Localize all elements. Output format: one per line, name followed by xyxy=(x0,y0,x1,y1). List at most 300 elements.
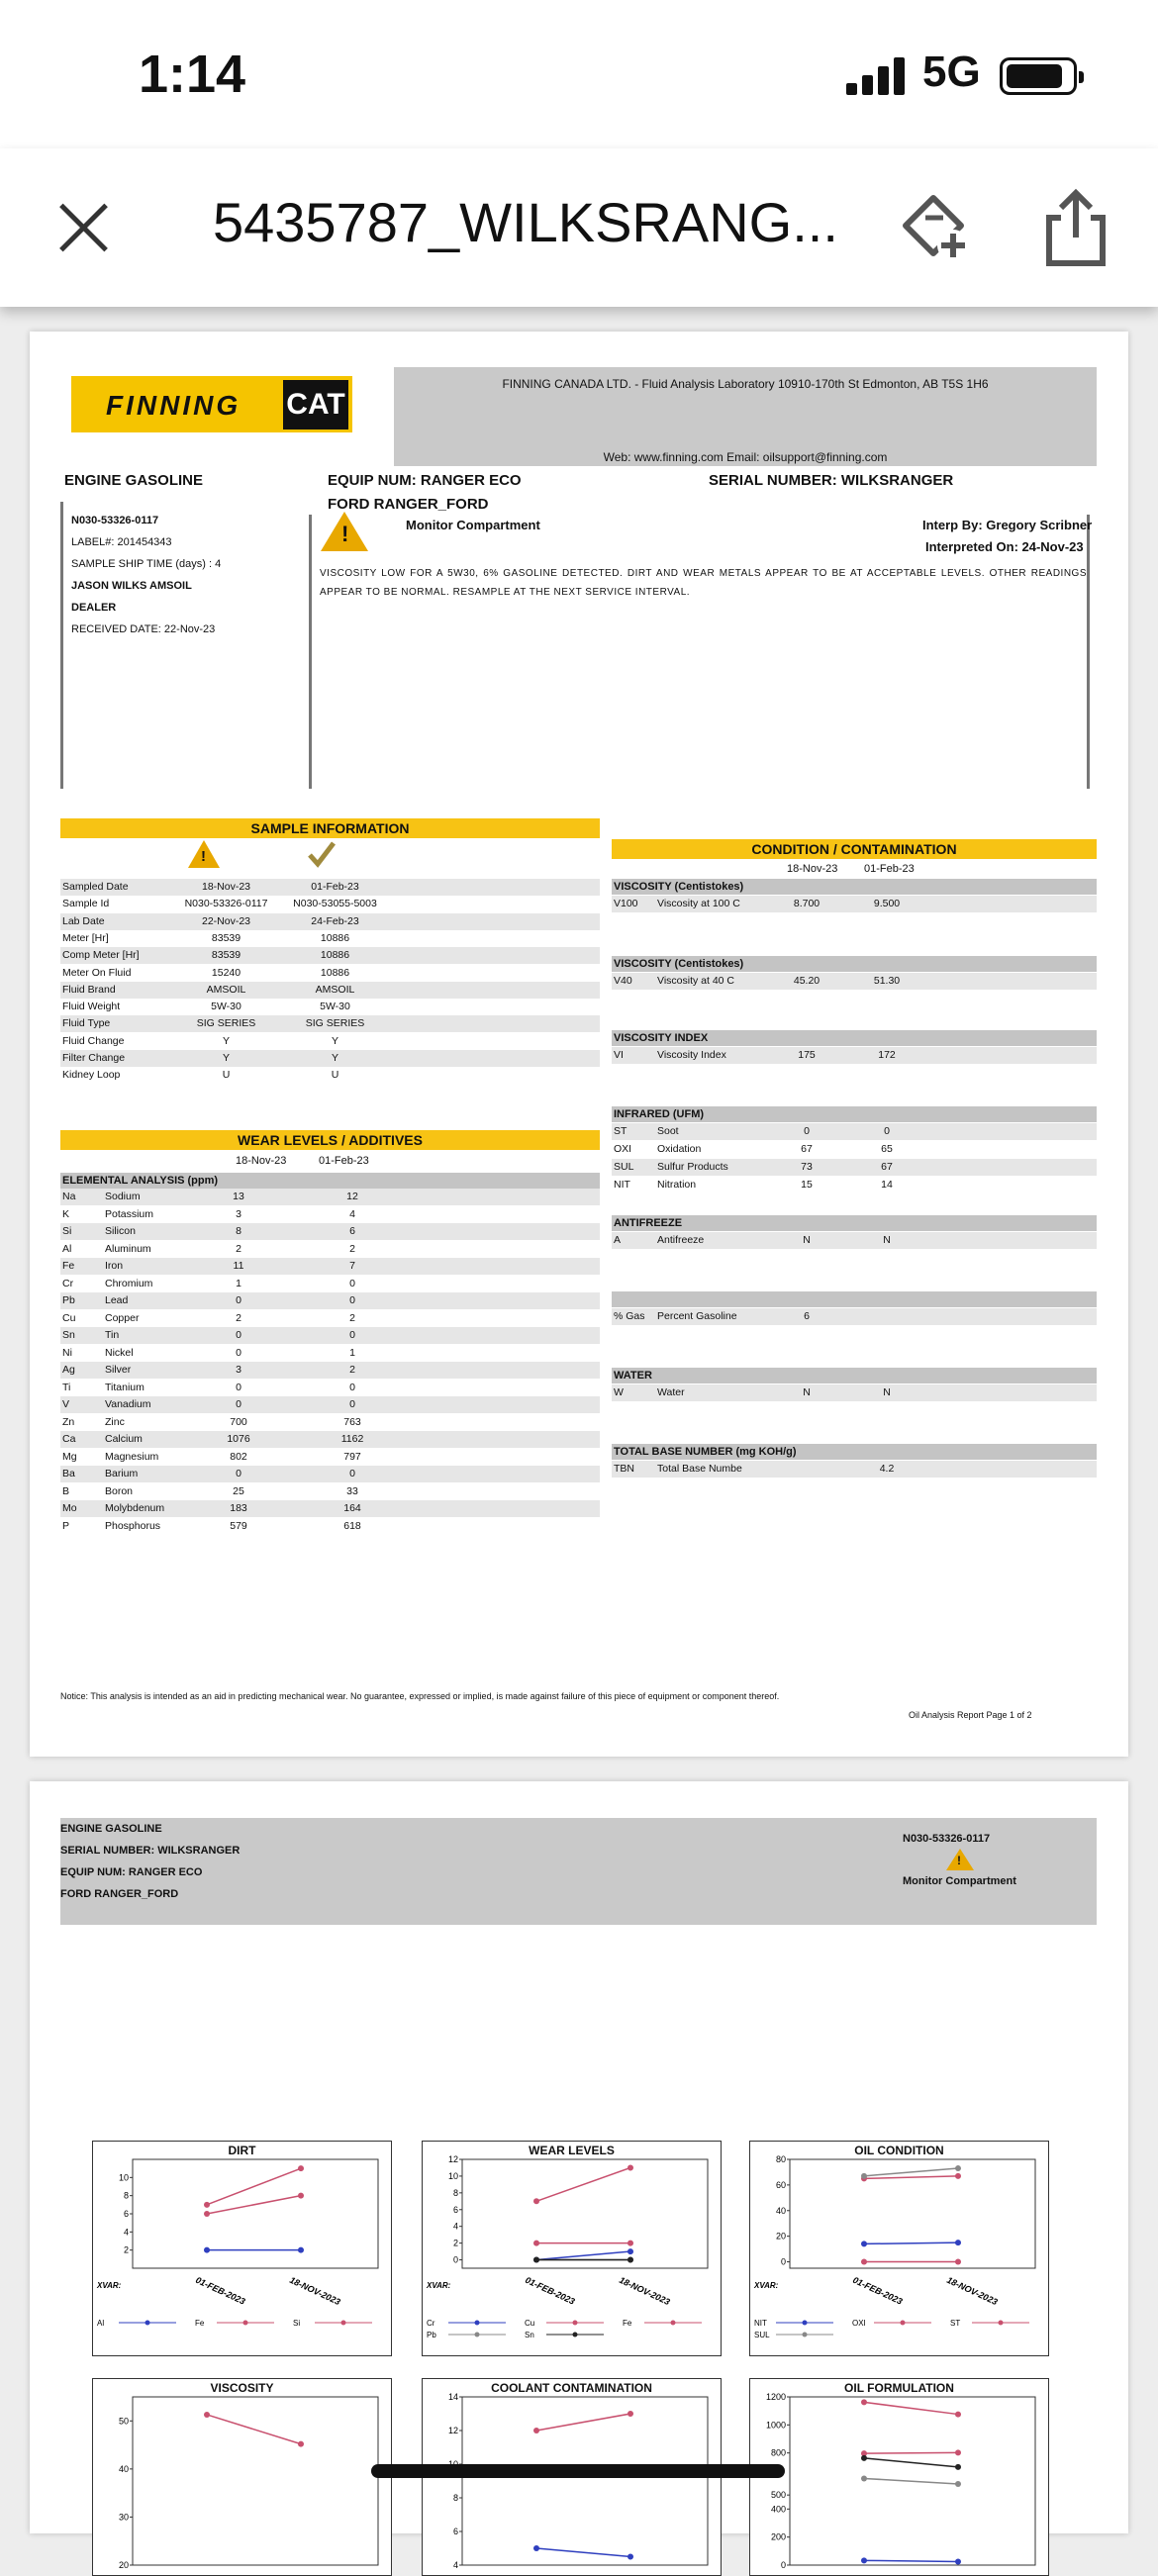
sample-info-cell: N030-53055-5003 xyxy=(293,898,377,910)
condition-cell: Viscosity at 40 C xyxy=(657,975,735,987)
condition-cell: 65 xyxy=(881,1143,893,1155)
condition-cell: Soot xyxy=(657,1125,679,1137)
chart-title: DIRT xyxy=(228,2144,256,2157)
data-point xyxy=(298,2247,304,2253)
data-point xyxy=(204,2202,210,2208)
element-cell: Sn xyxy=(62,1329,75,1341)
element-cell: Ti xyxy=(62,1381,71,1393)
element-cell: 6 xyxy=(349,1225,355,1237)
report-page-1 xyxy=(30,332,1128,1757)
plot-frame xyxy=(462,2159,708,2268)
data-point xyxy=(627,2411,633,2417)
sample-info-row xyxy=(60,896,600,912)
chart-plot xyxy=(750,2379,1050,2575)
condition-row xyxy=(612,1308,1097,1325)
data-point xyxy=(298,2193,304,2199)
data-point xyxy=(533,2241,539,2246)
condition-cell: N xyxy=(803,1234,811,1246)
element-cell: Si xyxy=(62,1225,72,1237)
y-tick-label: 8 xyxy=(452,2493,458,2503)
sample-info-cell: Lab Date xyxy=(62,914,105,927)
condition-group-header: TOTAL BASE NUMBER (mg KOH/g) xyxy=(612,1444,1097,1460)
legend-label: Cu xyxy=(525,2319,535,2328)
element-cell: Ba xyxy=(62,1468,75,1479)
data-point xyxy=(627,2554,633,2560)
data-point xyxy=(861,2259,867,2265)
legend-label: NIT xyxy=(754,2319,767,2328)
data-point xyxy=(533,2428,539,2433)
legend-label: Sn xyxy=(525,2331,534,2339)
condition-cell: VI xyxy=(614,1049,624,1061)
element-row xyxy=(60,1466,600,1482)
chart-plot xyxy=(750,2142,1050,2355)
sample-info-cell: Fluid Type xyxy=(62,1017,111,1030)
legend-marker xyxy=(475,2333,480,2337)
data-point xyxy=(298,2441,304,2447)
condition-cell: 9.500 xyxy=(873,898,901,909)
document-title: 5435787_WILKSRANG... xyxy=(213,191,838,253)
element-cell: 3 xyxy=(236,1364,241,1376)
element-cell: Nickel xyxy=(105,1346,134,1359)
legend-marker xyxy=(573,2321,578,2326)
lab-header: FINNING CANADA LTD. - Fluid Analysis Laboratory 10910-170th St Edmonton, AB T5S 1H6 Web: www.finning.com Email: oilsupport@finning.com xyxy=(394,367,1097,466)
sample-info-cell: Sample Id xyxy=(62,898,110,910)
cond-date-1: 18-Nov-23 xyxy=(787,863,838,875)
element-cell: 797 xyxy=(343,1450,361,1463)
element-cell: 11 xyxy=(233,1260,244,1272)
condition-header: CONDITION / CONTAMINATION xyxy=(612,839,1097,859)
chart-panel xyxy=(92,2378,392,2576)
condition-cell: % Gas xyxy=(614,1310,645,1322)
condition-cell: 67 xyxy=(881,1161,893,1173)
data-point xyxy=(955,2481,961,2487)
x-tick-label: 01-FEB-2023 xyxy=(524,2274,577,2307)
chart-plot xyxy=(93,2142,393,2355)
sample-info-cell: Sampled Date xyxy=(62,881,129,893)
element-row xyxy=(60,1449,600,1466)
data-point xyxy=(955,2464,961,2470)
chart-panel xyxy=(92,2141,392,2356)
wear-date-2: 01-Feb-23 xyxy=(319,1155,369,1167)
received-date: RECEIVED DATE: 22-Nov-23 xyxy=(71,623,216,635)
cond-date-2: 01-Feb-23 xyxy=(864,863,915,875)
condition-cell: 15 xyxy=(801,1179,813,1191)
x-axis-label: XVAR: xyxy=(427,2281,451,2290)
document-toolbar xyxy=(0,148,1158,307)
y-tick-label: 20 xyxy=(118,2560,129,2570)
element-cell: Vanadium xyxy=(105,1398,151,1410)
condition-cell: 172 xyxy=(878,1049,896,1061)
condition-group-header: WATER xyxy=(612,1368,1097,1383)
report-page-2 xyxy=(30,1781,1128,2570)
y-tick-label: 10 xyxy=(118,2172,129,2183)
sample-info-cell: 15240 xyxy=(211,966,241,979)
element-cell: 0 xyxy=(236,1294,241,1306)
element-cell: Fe xyxy=(62,1260,75,1272)
sample-info-row xyxy=(60,1015,600,1032)
sample-info-cell: Y xyxy=(222,1034,230,1047)
element-cell: Calcium xyxy=(105,1433,143,1445)
y-tick-label: 50 xyxy=(118,2416,129,2427)
sample-info-cell: 10886 xyxy=(320,949,350,962)
sample-info-cell: 5W-30 xyxy=(211,1001,241,1013)
data-point xyxy=(861,2475,867,2481)
series-line xyxy=(864,2452,958,2453)
condition-cell: Viscosity Index xyxy=(657,1049,726,1061)
sample-info-cell: Fluid Change xyxy=(62,1034,125,1047)
element-row xyxy=(60,1500,600,1517)
plot-frame xyxy=(790,2159,1035,2268)
series-line xyxy=(864,2242,958,2243)
condition-cell: Total Base Numbe xyxy=(657,1463,742,1475)
close-icon[interactable] xyxy=(57,202,109,253)
series-line xyxy=(864,2176,958,2179)
element-cell: 2 xyxy=(236,1311,241,1324)
condition-group-header: VISCOSITY INDEX xyxy=(612,1030,1097,1046)
condition-row xyxy=(612,1232,1097,1249)
data-point xyxy=(204,2211,210,2217)
series-line xyxy=(864,2168,958,2176)
y-tick-label: 10 xyxy=(447,2170,458,2181)
condition-cell: Percent Gasoline xyxy=(657,1310,737,1322)
sample-info-cell: 83539 xyxy=(211,931,241,944)
sample-info-cell: AMSOIL xyxy=(206,983,246,996)
finning-cat-logo: FINNING CAT xyxy=(71,376,352,432)
sample-info-row xyxy=(60,1033,600,1050)
condition-group-header: ANTIFREEZE xyxy=(612,1215,1097,1231)
x-axis-label: XVAR: xyxy=(97,2281,122,2290)
sample-info-cell: Meter On Fluid xyxy=(62,966,132,979)
data-point xyxy=(861,2241,867,2246)
plot-frame xyxy=(133,2159,378,2268)
condition-row xyxy=(612,1141,1097,1158)
element-cell: Chromium xyxy=(105,1277,153,1289)
condition-cell: 14 xyxy=(881,1179,893,1191)
element-cell: 7 xyxy=(349,1260,355,1272)
sample-info-cell: Kidney Loop xyxy=(62,1069,121,1082)
label-number: LABEL#: 201454343 xyxy=(71,536,172,548)
element-cell: Ni xyxy=(62,1346,72,1359)
sample-info-cell: 5W-30 xyxy=(320,1001,350,1013)
equip-num: EQUIP NUM: RANGER ECO xyxy=(328,472,522,489)
y-tick-label: 80 xyxy=(775,2154,786,2164)
element-cell: Al xyxy=(62,1242,72,1255)
condition-cell: 175 xyxy=(798,1049,816,1061)
condition-cell: Oxidation xyxy=(657,1143,702,1155)
series-line xyxy=(207,2415,301,2444)
series-line xyxy=(864,2560,958,2561)
sample-info-row xyxy=(60,913,600,930)
wear-date-1: 18-Nov-23 xyxy=(236,1155,287,1167)
chart-plot xyxy=(93,2379,393,2575)
data-point xyxy=(861,2557,867,2563)
sample-info-cell: 22-Nov-23 xyxy=(201,914,251,927)
legend-marker xyxy=(671,2321,676,2326)
condition-row xyxy=(612,1177,1097,1193)
element-cell: Boron xyxy=(105,1484,134,1497)
chart-title: OIL CONDITION xyxy=(854,2144,944,2157)
element-cell: 1 xyxy=(349,1346,355,1359)
element-cell: Zinc xyxy=(105,1415,125,1428)
element-cell: 4 xyxy=(349,1207,355,1220)
element-cell: Molybdenum xyxy=(105,1502,165,1514)
sample-info-row xyxy=(60,982,600,999)
sample-info-cell: U xyxy=(222,1069,231,1082)
condition-cell: N xyxy=(883,1234,891,1246)
y-tick-label: 20 xyxy=(775,2231,786,2242)
chart-panel xyxy=(749,2141,1049,2356)
condition-cell: 4.2 xyxy=(879,1463,895,1475)
condition-group-header: VISCOSITY (Centistokes) xyxy=(612,956,1097,972)
condition-cell: 8.700 xyxy=(793,898,820,909)
sample-info-row xyxy=(60,999,600,1015)
element-cell: Ca xyxy=(62,1433,76,1445)
element-cell: 33 xyxy=(346,1484,358,1497)
legend-label: ST xyxy=(950,2319,961,2328)
condition-cell: SUL xyxy=(614,1161,634,1173)
element-row xyxy=(60,1276,600,1292)
data-point xyxy=(533,2545,539,2551)
condition-cell: ST xyxy=(614,1125,627,1137)
element-cell: 0 xyxy=(349,1381,355,1393)
condition-row xyxy=(612,896,1097,912)
y-tick-label: 6 xyxy=(452,2204,458,2215)
chart-panel xyxy=(422,2141,722,2356)
element-row xyxy=(60,1483,600,1500)
y-tick-label: 0 xyxy=(780,2560,786,2570)
sample-info-cell: 10886 xyxy=(320,931,350,944)
element-cell: 0 xyxy=(349,1468,355,1479)
condition-cell: TBN xyxy=(614,1463,634,1475)
engine-label: ENGINE GASOLINE xyxy=(64,472,204,489)
element-row xyxy=(60,1223,600,1240)
condition-cell: 73 xyxy=(801,1161,813,1173)
y-tick-label: 400 xyxy=(770,2504,786,2515)
x-tick-label: 18-NOV-2023 xyxy=(618,2274,672,2308)
sample-info-row xyxy=(60,1067,600,1084)
element-cell: Phosphorus xyxy=(105,1519,161,1532)
y-tick-label: 40 xyxy=(775,2205,786,2216)
element-cell: 0 xyxy=(349,1277,355,1289)
y-tick-label: 1000 xyxy=(765,2420,786,2431)
condition-cell: 67 xyxy=(801,1143,813,1155)
y-tick-label: 30 xyxy=(118,2512,129,2523)
element-cell: Aluminum xyxy=(105,1242,151,1255)
y-tick-label: 8 xyxy=(452,2187,458,2198)
battery-icon xyxy=(1000,57,1077,95)
data-point xyxy=(627,2257,633,2263)
data-point xyxy=(204,2412,210,2418)
series-line xyxy=(207,2168,301,2205)
legend-label: OXI xyxy=(852,2319,866,2328)
data-point xyxy=(627,2164,633,2170)
element-cell: 579 xyxy=(230,1519,247,1532)
element-cell: 2 xyxy=(349,1242,355,1255)
condition-group-header xyxy=(612,1291,1097,1307)
element-row xyxy=(60,1518,600,1535)
element-row xyxy=(60,1431,600,1448)
y-tick-label: 14 xyxy=(447,2392,458,2402)
element-cell: K xyxy=(62,1207,70,1220)
element-cell: Mo xyxy=(62,1502,77,1514)
element-row xyxy=(60,1241,600,1258)
y-tick-label: 4 xyxy=(123,2227,129,2238)
legend-marker xyxy=(145,2321,150,2326)
element-row xyxy=(60,1396,600,1413)
chart-title: COOLANT CONTAMINATION xyxy=(491,2381,652,2395)
x-tick-label: 01-FEB-2023 xyxy=(851,2274,905,2307)
y-tick-label: 6 xyxy=(123,2209,129,2219)
y-tick-label: 4 xyxy=(452,2560,458,2570)
data-point xyxy=(861,2173,867,2179)
legend-marker xyxy=(803,2321,808,2326)
legend-label: Fe xyxy=(195,2319,205,2328)
dealer-label: DEALER xyxy=(71,602,117,614)
element-cell: Titanium xyxy=(105,1381,145,1393)
sample-info-cell: 24-Feb-23 xyxy=(311,914,359,927)
ship-time: SAMPLE SHIP TIME (days) : 4 xyxy=(71,558,222,570)
element-cell: Iron xyxy=(105,1260,124,1272)
element-row xyxy=(60,1327,600,1344)
condition-row xyxy=(612,1123,1097,1140)
condition-cell: N xyxy=(803,1386,811,1398)
x-tick-label: 01-FEB-2023 xyxy=(194,2274,247,2307)
element-cell: 164 xyxy=(343,1502,361,1514)
condition-cell: V40 xyxy=(614,975,632,987)
series-line xyxy=(536,2414,630,2431)
sample-info-cell: 18-Nov-23 xyxy=(201,881,251,893)
condition-cell: 0 xyxy=(884,1125,890,1137)
condition-cell: NIT xyxy=(614,1179,630,1191)
p2-model: FORD RANGER_FORD xyxy=(60,1888,179,1900)
element-cell: 12 xyxy=(346,1191,358,1202)
warning-icon: ! xyxy=(946,1849,974,1870)
condition-row xyxy=(612,1047,1097,1064)
analysis-comment: VISCOSITY LOW FOR A 5W30, 6% GASOLINE DETECTED. DIRT AND WEAR METALS APPEAR TO BE AT ACCEPTABLE LEVELS. OTHER READINGS APPEAR TO BE NORMAL. RESAMPLE AT THE NEXT SERVICE INTERVAL. xyxy=(320,568,1087,598)
condition-cell: Antifreeze xyxy=(657,1234,705,1246)
condition-cell: V100 xyxy=(614,898,638,909)
element-row xyxy=(60,1292,600,1309)
element-cell: Mg xyxy=(62,1450,77,1463)
y-tick-label: 2 xyxy=(123,2244,129,2255)
series-line xyxy=(864,2478,958,2484)
legend-label: Al xyxy=(97,2319,105,2328)
x-tick-label: 18-NOV-2023 xyxy=(945,2274,1000,2308)
y-tick-label: 12 xyxy=(447,2426,458,2435)
condition-cell: 51.30 xyxy=(873,975,901,987)
data-point xyxy=(955,2259,961,2265)
legend-marker xyxy=(243,2321,248,2326)
series-line xyxy=(864,2458,958,2467)
sample-info-cell: Y xyxy=(331,1052,338,1064)
condition-row xyxy=(612,1159,1097,1176)
sample-info-cell: Y xyxy=(331,1034,338,1047)
y-tick-label: 12 xyxy=(447,2154,458,2164)
data-point xyxy=(861,2455,867,2461)
condition-cell: 0 xyxy=(804,1125,810,1137)
network-label: 5G xyxy=(922,48,981,96)
sample-info-row xyxy=(60,930,600,947)
element-row xyxy=(60,1310,600,1327)
element-cell: 0 xyxy=(236,1468,241,1479)
data-point xyxy=(533,2257,539,2263)
legend-label: Fe xyxy=(623,2319,632,2328)
element-cell: 0 xyxy=(349,1294,355,1306)
warning-icon: ! xyxy=(188,840,220,868)
chart-title: OIL FORMULATION xyxy=(844,2381,954,2395)
element-cell: 802 xyxy=(230,1450,247,1463)
share-icon[interactable] xyxy=(1041,188,1110,267)
clock: 1:14 xyxy=(139,45,246,104)
chart-title: VISCOSITY xyxy=(210,2381,274,2395)
y-tick-label: 40 xyxy=(118,2463,129,2474)
element-cell: Sodium xyxy=(105,1191,141,1202)
y-tick-label: 4 xyxy=(452,2221,458,2232)
element-row xyxy=(60,1345,600,1362)
warning-icon: ! xyxy=(321,512,368,551)
element-cell: Zn xyxy=(62,1415,75,1428)
condition-row xyxy=(612,1461,1097,1478)
p2-sample-number: N030-53326-0117 xyxy=(903,1833,991,1845)
data-point xyxy=(298,2165,304,2171)
monitor-compartment: Monitor Compartment xyxy=(406,518,540,532)
element-row xyxy=(60,1206,600,1223)
condition-cell: N xyxy=(883,1386,891,1398)
element-cell: 0 xyxy=(236,1346,241,1359)
element-cell: Lead xyxy=(105,1294,129,1306)
series-line xyxy=(207,2196,301,2214)
element-row xyxy=(60,1380,600,1396)
element-cell: 0 xyxy=(236,1398,241,1410)
legend-marker xyxy=(475,2321,480,2326)
element-cell: 2 xyxy=(236,1242,241,1255)
sample-info-row xyxy=(60,879,600,896)
sample-info-cell: 01-Feb-23 xyxy=(311,881,359,893)
condition-cell: Nitration xyxy=(657,1179,697,1191)
element-row xyxy=(60,1362,600,1379)
condition-row xyxy=(612,973,1097,990)
element-cell: 1162 xyxy=(340,1433,364,1445)
element-cell: Copper xyxy=(105,1311,140,1324)
sample-info-cell: Meter [Hr] xyxy=(62,931,109,944)
markup-icon[interactable] xyxy=(896,188,975,267)
legend-label: SUL xyxy=(754,2331,770,2339)
series-line xyxy=(536,2167,630,2201)
element-cell: 0 xyxy=(349,1398,355,1410)
condition-cell: W xyxy=(614,1386,624,1398)
sample-info-cell: U xyxy=(331,1069,339,1082)
sample-info-cell: 10886 xyxy=(320,966,350,979)
chart-title: WEAR LEVELS xyxy=(529,2144,615,2157)
element-cell: 763 xyxy=(343,1415,361,1428)
chart-panel xyxy=(749,2378,1049,2576)
home-indicator[interactable] xyxy=(371,2464,785,2478)
condition-cell: Viscosity at 100 C xyxy=(657,898,740,909)
y-tick-label: 2 xyxy=(452,2238,458,2248)
series-line xyxy=(864,2402,958,2414)
element-cell: 1 xyxy=(236,1277,241,1289)
data-point xyxy=(955,2449,961,2455)
element-cell: 0 xyxy=(349,1329,355,1341)
condition-cell: Sulfur Products xyxy=(657,1161,728,1173)
legend-marker xyxy=(341,2321,346,2326)
condition-group-header: INFRARED (UFM) xyxy=(612,1106,1097,1122)
condition-cell: 45.20 xyxy=(793,975,820,987)
sample-info-cell: Y xyxy=(222,1052,230,1064)
element-cell: P xyxy=(62,1519,70,1532)
x-tick-label: 18-NOV-2023 xyxy=(288,2274,342,2308)
legend-marker xyxy=(901,2321,906,2326)
